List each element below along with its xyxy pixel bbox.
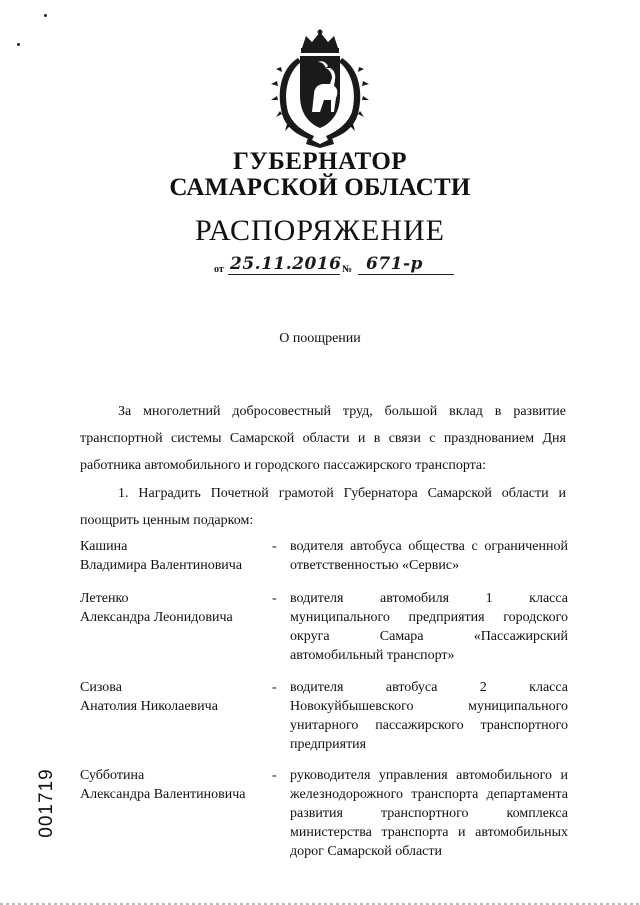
document-type: РАСПОРЯЖЕНИЕ	[194, 214, 446, 247]
recipient-dash: -	[272, 768, 277, 783]
recipient-name	[80, 766, 270, 804]
recipient-given-names: Анатолия Николаевича	[80, 699, 218, 714]
recipient-given-names: Александра Леонидовича	[80, 610, 233, 625]
recipient-given-names: Владимира Валентиновича	[80, 558, 243, 573]
decree-clause-1: 1. Наградить Почетной грамотой Губернатора Самарской области и поощрить ценным подарком:	[80, 486, 566, 528]
recipient-dash: -	[272, 680, 277, 695]
recipient-description: водителя автобуса 2 класса Новокуйбышевского муниципального унитарного пассажирского транспортного предприятия	[290, 680, 568, 752]
recipient-surname: Летенко	[80, 591, 129, 606]
date-prefix: от	[214, 264, 224, 275]
issuer-region: САМАРСКОЙ ОБЛАСТИ	[169, 174, 471, 201]
preamble-paragraph: За многолетний добросовестный труд, большой вклад в развитие транспортной системы Самарской области и в связи с празднованием Дня работника автомобильного и городского пассажирского транспорта:	[80, 404, 566, 473]
number-handwritten: 671-р	[366, 254, 423, 274]
scan-dot	[17, 43, 20, 46]
recipient-name	[80, 589, 270, 627]
number-underline	[358, 274, 454, 275]
number-prefix: №	[342, 264, 353, 275]
date-handwritten: 25.11.2016	[230, 254, 342, 274]
recipient-description: водителя автобуса общества с ограниченной ответственностью «Сервис»	[290, 539, 568, 573]
scan-dot	[44, 14, 47, 17]
recipient-name	[80, 537, 270, 575]
date-underline	[228, 274, 340, 275]
date-number-line	[214, 254, 454, 280]
coat-of-arms-icon	[268, 28, 372, 148]
recipient-surname: Субботина	[80, 768, 145, 783]
recipient-surname: Сизова	[80, 680, 122, 695]
recipient-description: руководителя управления автомобильного и железнодорожного транспорта департамента развития транспортного комплекса министерства транспорта и автомобильных дорог Самарской области	[290, 768, 568, 859]
registration-stamp	[22, 768, 72, 838]
document-subject: О поощрении	[279, 331, 361, 346]
recipient-dash: -	[272, 539, 277, 554]
recipient-surname: Кашина	[80, 539, 128, 554]
recipient-dash: -	[272, 591, 277, 606]
recipient-given-names: Александра Валентиновича	[80, 787, 246, 802]
recipient-name	[80, 678, 270, 716]
stamp-number: 001719	[36, 768, 57, 838]
recipient-description: водителя автомобиля 1 класса муниципального предприятия городского округа Самара «Пассажирский автомобильный транспорт»	[290, 591, 568, 663]
issuer-title: ГУБЕРНАТОР	[232, 148, 408, 175]
